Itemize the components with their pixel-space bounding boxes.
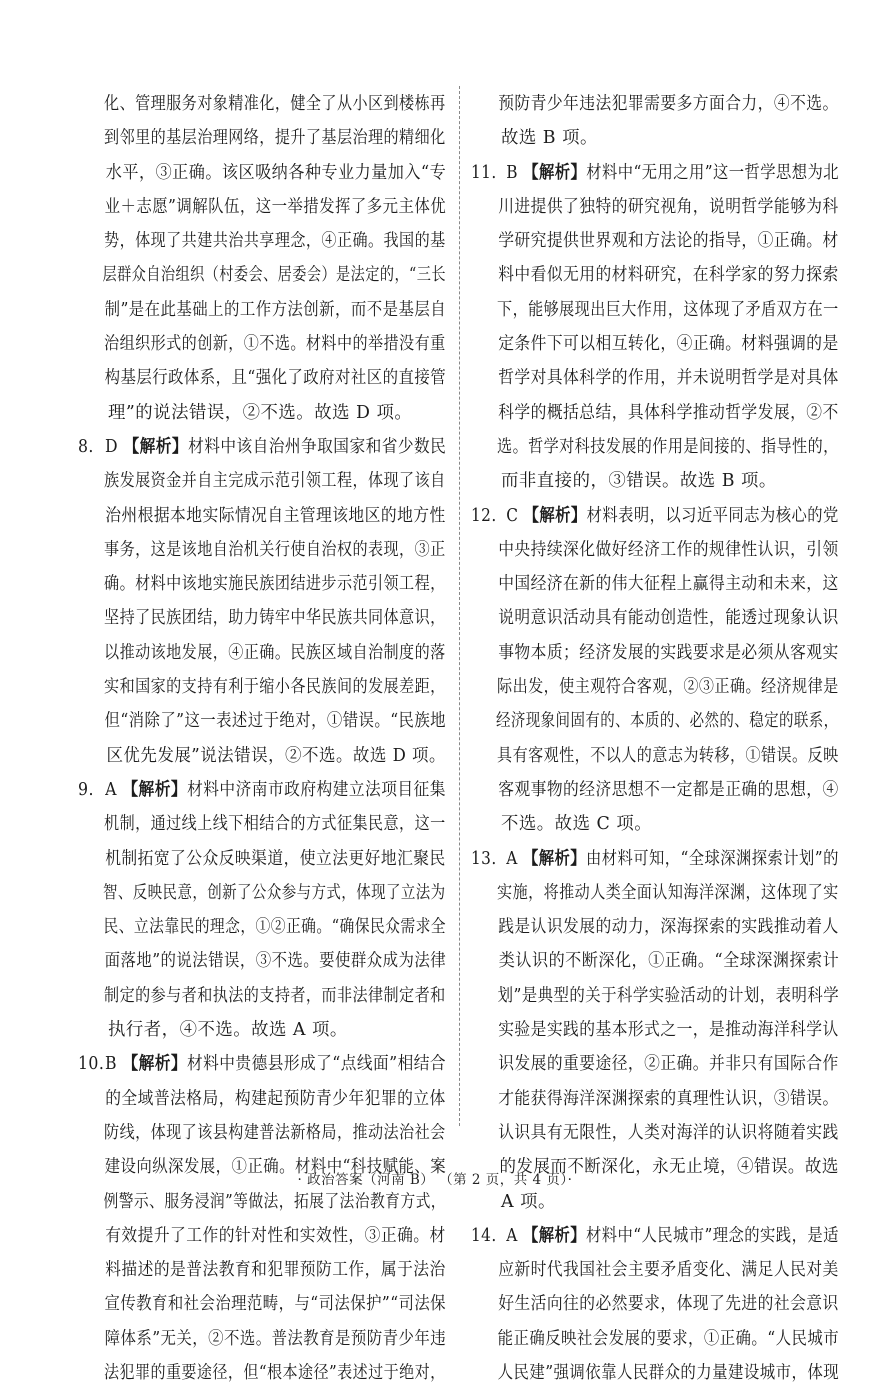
answer-text-line [471, 979, 840, 1013]
analysis-text: 材料中济南市政府构建立法项目征集 [187, 779, 446, 800]
answer-text-line [78, 979, 446, 1013]
analysis-text: 才能获得海洋深渊探索的真理性认识，③错误。 [498, 1088, 839, 1109]
analysis-text: 事务，这是该地自治机关行使自治权的表现，③正 [104, 539, 446, 560]
analysis-text: 料描述的是普法教育和犯罪预防工作，属于法治 [105, 1260, 446, 1281]
answer-text-line [471, 1082, 839, 1116]
analysis-text: 化、管理服务对象精准化，健全了从小区到楼栋再 [104, 94, 446, 114]
answer-text-line [78, 156, 447, 190]
analysis-text: 践是认识发展的动力，深海探索的实践推动着人 [498, 917, 839, 938]
answer-text-line [78, 87, 446, 121]
analysis-text: 哲学对具体科学的作用，并未说明哲学是对具体 [498, 368, 839, 389]
answer-item-start-line [78, 430, 447, 464]
analysis-text: 选。哲学对科技发展的作用是间接的、指导性的， [497, 436, 839, 457]
answer-text-line [78, 121, 446, 155]
answer-text-line [78, 1219, 446, 1253]
answer-choice: A [506, 848, 518, 869]
analysis-text: 定条件下可以相互转化，④正确。材料强调的是 [498, 334, 839, 355]
analysis-text: 宣传教育和社会治理范畴，与“司法保护”“司法保 [104, 1294, 446, 1315]
answer-item-start-line [471, 842, 839, 876]
question-number: 9. [78, 779, 94, 800]
analysis-text: 不选。故选 C 项。 [501, 814, 653, 835]
answer-choice: A [506, 1225, 518, 1246]
analysis-text: 制定的参与者和执法的支持者，而非法律制定者和 [104, 985, 446, 1006]
answer-text-line [471, 327, 839, 361]
answer-text-line [471, 1185, 839, 1219]
analysis-text: 材料中“无用之用”这一哲学思想为北 [586, 162, 840, 183]
analysis-text: 材料中该自治州争取国家和省少数民 [188, 436, 447, 457]
analysis-text: 而非直接的，③错误。故选 B 项。 [501, 471, 777, 492]
analysis-text: 层群众自治组织（村委会、居委会）是法定的，“三长 [102, 265, 446, 286]
analysis-text: 的全域普法格局，构建起预防青少年犯罪的立体 [105, 1088, 446, 1109]
analysis-text: 材料表明，以习近平同志为核心的党 [586, 505, 839, 526]
analysis-text: 学研究提供世界观和方法论的指导，①正确。材 [498, 231, 839, 252]
analysis-text: 治组织形式的创新，①不选。材料中的举措没有重 [104, 334, 446, 355]
answer-text-line [471, 876, 839, 910]
answer-text-line [78, 944, 447, 978]
analysis-label: 【解析】 [122, 1054, 188, 1075]
answer-text-line [78, 636, 446, 670]
analysis-text: 中国经济在新的伟大征程上赢得主动和未来，这 [498, 574, 839, 595]
answer-text-line [471, 464, 839, 498]
answer-text-line [471, 258, 839, 292]
answer-item-start-line [78, 1047, 447, 1081]
analysis-text: 客观事物的经济思想不一定都是正确的思想，④ [498, 779, 839, 800]
answer-text-line [471, 1253, 839, 1287]
analysis-text: 实和国家的支持有利于缩小各民族间的发展差距， [104, 677, 446, 698]
answer-text-line [471, 293, 839, 327]
answer-text-line [78, 601, 446, 635]
left-column [78, 87, 446, 1390]
answer-text-line [471, 601, 839, 635]
analysis-text: 法犯罪的重要途径，但“根本途径”表述过于绝对， [103, 1362, 446, 1383]
analysis-label: 【解析】 [523, 162, 587, 183]
analysis-text: 智、反映民意，创新了公众参与方式，体现了立法为 [102, 882, 446, 903]
answer-text-line [78, 190, 447, 224]
answer-text-line [471, 1013, 839, 1047]
answer-text-line [471, 430, 839, 464]
analysis-text: 机制，通过线上线下相结合的方式征集民意，这一 [104, 814, 446, 835]
answer-text-line [471, 910, 839, 944]
analysis-text: 建设向纵深发展，①正确。材料中“科技赋能、案 [104, 1157, 447, 1178]
answer-text-line [471, 533, 839, 567]
analysis-text: 到邻里的基层治理网络，提升了基层治理的精细化 [104, 128, 446, 149]
analysis-text: 但“消除了”这一表述过于绝对，①错误。“民族地 [104, 711, 446, 732]
answer-text-line [78, 567, 446, 601]
answer-text-line [78, 396, 446, 430]
analysis-text: 构基层行政体系，且“强化了政府对社区的直接管 [104, 368, 447, 389]
answer-item-start-line [471, 1219, 839, 1253]
answer-text-line [78, 224, 446, 258]
analysis-text: 治州根据本地实际情况自主管理该地区的地方性 [105, 505, 446, 526]
analysis-text: 划”是典型的关于科学实验活动的计划，表明科学 [497, 985, 840, 1006]
analysis-text: 坚持了民族团结，助力铸牢中华民族共同体意识， [104, 608, 446, 629]
answer-text-line [471, 1356, 840, 1390]
answer-choice: D [105, 436, 119, 457]
answer-choice: B [506, 162, 518, 183]
answer-choice: C [506, 505, 519, 526]
analysis-text: 实验是实践的基本形式之一，是推动海洋科学认 [498, 1020, 839, 1041]
answer-text-line [78, 739, 446, 773]
answer-text-line [78, 910, 447, 944]
analysis-text: 区优先发展”说法错误，②不选。故选 D 项。 [106, 745, 446, 766]
answer-text-line [471, 121, 839, 155]
answer-text-line [471, 739, 839, 773]
answer-item-start-line [471, 499, 839, 533]
answer-choice: A [105, 779, 117, 800]
analysis-text: 制”是在此基础上的工作方法创新，而不是基层自 [104, 299, 447, 320]
analysis-label: 【解析】 [123, 436, 189, 457]
answer-item-start-line [471, 156, 840, 190]
answer-text-line [78, 327, 446, 361]
answer-text-line [471, 1322, 840, 1356]
analysis-text: 材料中“人民城市”理念的实践，是适 [586, 1225, 839, 1246]
analysis-text: 具有客观性，不以人的意志为转移，①错误。反映 [497, 745, 839, 766]
answer-text-line [78, 1356, 446, 1390]
analysis-text: 由材料可知，“全球深渊探索计划”的 [586, 848, 839, 869]
question-number: 8. [78, 436, 94, 457]
analysis-text: 认识具有无限性，人类对海洋的认识将随着实践 [498, 1122, 839, 1143]
answer-item-start-line [78, 773, 446, 807]
answer-text-line [471, 1116, 839, 1150]
question-number: 12. [471, 505, 497, 526]
analysis-text: 预防青少年违法犯罪需要多方面合力，④不选。 [498, 94, 839, 114]
answer-text-line [471, 224, 839, 258]
answer-text-line [78, 293, 447, 327]
answer-text-line [471, 361, 839, 395]
answer-text-line [78, 1253, 446, 1287]
answer-text-line [78, 704, 446, 738]
answer-text-line [471, 704, 839, 738]
analysis-text: 水平，③正确。该区吸纳各种专业力量加入“专 [105, 162, 447, 183]
analysis-text: 说明意识活动具有能动创造性，能透过现象认识 [498, 608, 839, 629]
analysis-text: 中央持续深化做好经济工作的规律性认识，引领 [498, 539, 839, 560]
answer-text-line [78, 464, 446, 498]
analysis-text: 民、立法靠民的理念，①②正确。“确保民众需求全 [103, 917, 447, 938]
analysis-text: 确。材料中该地实施民族团结进步示范引领工程， [104, 574, 446, 595]
answer-text-line [78, 1116, 446, 1150]
analysis-text: 人民建”强调依靠人民群众的力量建设城市，体现 [497, 1362, 840, 1383]
column-divider [459, 86, 460, 1126]
analysis-text: 障体系”无关，②不选。普法教育是预防青少年违 [104, 1328, 447, 1349]
answer-text-line [78, 670, 446, 704]
analysis-text: 料中看似无用的材料研究，在科学家的努力探索 [498, 265, 839, 286]
answer-text-line [471, 396, 839, 430]
answer-text-line [471, 807, 839, 841]
analysis-text: 类认识的不断深化，①正确。“全球深渊探索计 [498, 951, 840, 972]
answer-choice: B [105, 1054, 118, 1075]
question-number: 13. [471, 848, 497, 869]
analysis-text: 川进提供了独特的研究视角，说明哲学能够为科 [498, 196, 839, 217]
analysis-text: 科学的概括总结，具体科学推动哲学发展，②不 [498, 402, 839, 423]
page-footer: · 政治答案（河南 B） （第 2 页，共 4 页）· [297, 1172, 573, 1188]
right-column [471, 87, 839, 1390]
analysis-text: 业＋志愿”调解队伍，这一举措发挥了多元主体优 [104, 196, 447, 217]
analysis-text: 好生活向往的必然要求，体现了先进的社会意识 [498, 1294, 839, 1315]
analysis-text: 能正确反映社会发展的要求，①正确。“人民城市 [497, 1328, 840, 1349]
analysis-text: 理”的说法错误，②不选。故选 D 项。 [108, 402, 413, 423]
answer-text-line [471, 773, 839, 807]
analysis-text: 事物本质；经济发展的实践要求是必须从客观实 [498, 642, 839, 663]
answer-text-line [471, 567, 839, 601]
answer-text-line [78, 1287, 446, 1321]
answer-text-line [78, 499, 446, 533]
analysis-text: 例警示、服务浸润”等做法，拓展了法治教育方式， [103, 1191, 447, 1212]
analysis-text: 故选 B 项。 [501, 128, 598, 149]
analysis-text: 机制拓宽了公众反映渠道，使立法更好地汇聚民 [105, 848, 446, 869]
answer-text-line [471, 190, 839, 224]
analysis-text: 势，体现了共建共治共享理念，④正确。我国的基 [104, 231, 446, 252]
analysis-text: 实施，将推动人类全面认知海洋深渊，这体现了实 [497, 882, 839, 903]
answer-text-line [78, 842, 446, 876]
analysis-text: 际出发，使主观符合客观，②③正确。经济规律是 [497, 677, 839, 698]
answer-text-line [78, 1322, 447, 1356]
answer-text-line [471, 1287, 839, 1321]
question-number: 11. [471, 162, 497, 183]
answer-text-line [471, 87, 839, 121]
answer-text-line [78, 807, 446, 841]
answer-text-line [78, 533, 446, 567]
analysis-text: 应新时代我国社会主要矛盾变化、满足人民对美 [498, 1260, 839, 1281]
answer-text-line [78, 876, 446, 910]
analysis-text: 族发展资金并自主完成示范引领工程，体现了该自 [104, 471, 446, 492]
analysis-text: 执行者，④不选。故选 A 项。 [108, 1020, 348, 1041]
answer-text-line [471, 670, 839, 704]
analysis-text: 防线，体现了该县构建普法新格局，推动法治社会 [104, 1122, 446, 1143]
analysis-label: 【解析】 [523, 505, 587, 526]
analysis-text: 材料中贵德县形成了“点线面”相结合 [187, 1054, 447, 1075]
answer-text-line [471, 1047, 839, 1081]
analysis-text: A 项。 [501, 1191, 556, 1212]
answer-text-line [78, 1013, 446, 1047]
answer-text-line [78, 258, 446, 292]
analysis-text: 有效提升了工作的针对性和实效性，③正确。材 [105, 1225, 446, 1246]
analysis-label: 【解析】 [522, 848, 587, 869]
answer-text-line [471, 636, 839, 670]
answer-text-line [471, 944, 840, 978]
answer-text-line [78, 361, 447, 395]
analysis-text: 的发展而不断深化，永无止境，④错误。故选 [499, 1157, 839, 1178]
answer-text-line [78, 1185, 447, 1219]
analysis-text: 下，能够展现出巨大作用，这体现了矛盾双方在一 [497, 299, 839, 320]
analysis-label: 【解析】 [122, 779, 188, 800]
question-number: 10. [78, 1054, 105, 1075]
analysis-label: 【解析】 [522, 1225, 587, 1246]
analysis-text: 面落地”的说法错误，③不选。要使群众成为法律 [104, 951, 447, 972]
analysis-text: 经济现象间固有的、本质的、必然的、稳定的联系， [495, 711, 839, 732]
analysis-text: 识发展的重要途径，②正确。并非只有国际合作 [498, 1054, 839, 1075]
analysis-text: 以推动该地发展，④正确。民族区域自治制度的落 [104, 642, 446, 663]
answer-text-line [78, 1082, 446, 1116]
question-number: 14. [471, 1225, 497, 1246]
